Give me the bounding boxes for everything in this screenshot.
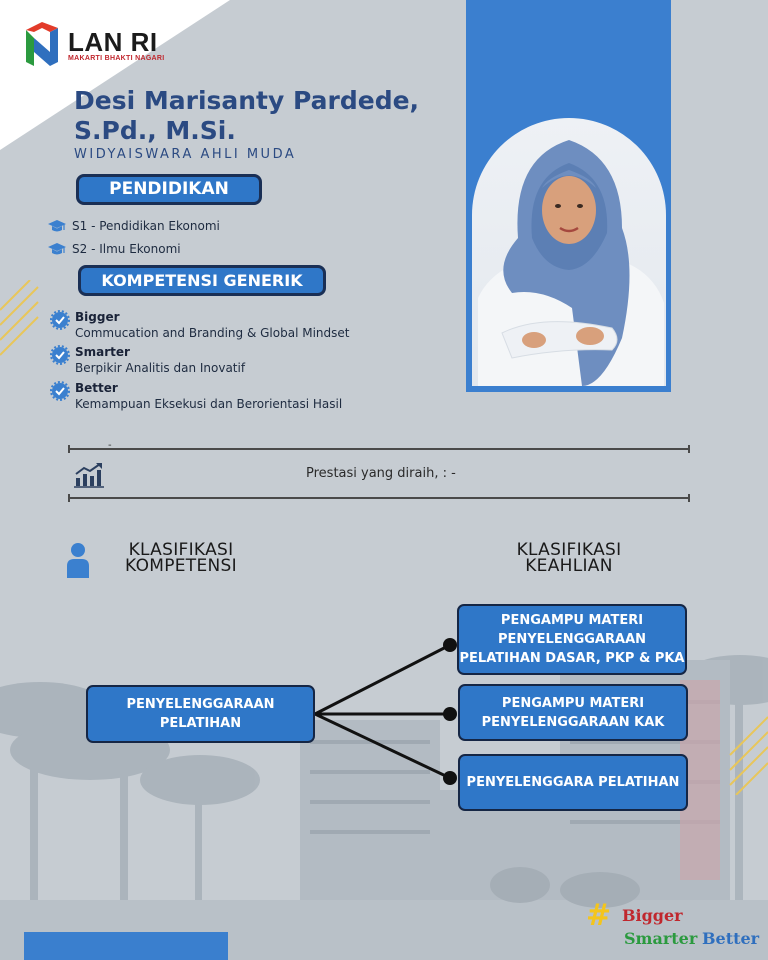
gear-badge-icon <box>50 310 70 330</box>
prestasi-dash: - <box>108 440 112 451</box>
competency-title: Better <box>75 381 118 395</box>
logo-title: LAN RI <box>68 26 158 57</box>
graduation-cap-icon <box>48 219 66 233</box>
competency-desc: Kemampuan Eksekusi dan Berorientasi Hasil <box>75 397 343 411</box>
lan-logo-icon <box>22 22 62 68</box>
tagline-hash: # <box>586 898 612 933</box>
education-label: S1 - Pendidikan Ekonomi <box>72 219 220 233</box>
bottom-accent-bar <box>24 932 228 960</box>
competency-title: Smarter <box>75 345 130 359</box>
tagline-smarter: Smarter <box>624 929 698 948</box>
lan-ri-logo <box>22 22 165 68</box>
education-item-s2 <box>48 242 181 256</box>
divider-top <box>68 448 690 450</box>
keahlian-box-1-line1: PENGAMPU MATERI <box>500 613 644 628</box>
keahlian-box-2-line1: PENGAMPU MATERI <box>501 695 645 711</box>
decorative-stripes-right <box>722 715 768 795</box>
klasifikasi-keahlian-line1: KLASIFIKASI <box>516 540 622 560</box>
gear-badge-icon <box>50 381 70 401</box>
competency-item-smarter <box>50 345 245 377</box>
tagline-better: Better <box>702 929 760 948</box>
keahlian-box-3-line1: PENYELENGGARA PELATIHAN <box>466 775 680 790</box>
chart-growth-icon <box>74 462 104 488</box>
keahlian-box-2 <box>458 684 688 741</box>
klasifikasi-kompetensi-line2: KOMPETENSI <box>125 556 237 576</box>
keahlian-box-1-line3: PELATIHAN DASAR, PKP & PKA <box>459 651 685 666</box>
competency-item-bigger <box>50 310 349 342</box>
pendidikan-heading: PENDIDIKAN <box>76 174 262 205</box>
education-item-s1 <box>48 219 220 233</box>
divider-bottom <box>68 497 690 499</box>
competency-item-better <box>50 381 342 413</box>
profile-photo <box>472 118 666 386</box>
education-label: S2 - Ilmu Ekonomi <box>72 242 181 256</box>
gear-badge-icon <box>50 345 70 365</box>
klasifikasi-kompetensi-title <box>118 542 244 574</box>
competency-title: Bigger <box>75 310 120 324</box>
profile-name <box>74 86 454 146</box>
kompetensi-box <box>86 685 315 743</box>
kompetensi-box-line1: PENYELENGGARAAN <box>126 697 275 712</box>
tagline-bigger: Bigger <box>622 906 683 925</box>
name-line2: S.Pd., M.Si. <box>74 116 236 145</box>
prestasi-text: Prestasi yang diraih, : - <box>306 466 456 481</box>
competency-desc: Berpikir Analitis dan Inovatif <box>75 361 246 375</box>
person-portrait-icon <box>472 118 666 386</box>
kompetensi-box-line2: PELATIHAN <box>159 716 242 731</box>
logo-subtitle: MAKARTI BHAKTI NAGARI <box>68 54 165 62</box>
kompetensi-heading: KOMPETENSI GENERIK <box>78 265 326 296</box>
name-line1: Desi Marisanty Pardede, <box>74 86 420 115</box>
klasifikasi-kompetensi-line1: KLASIFIKASI <box>128 540 234 560</box>
profile-role: WIDYAISWARA AHLI MUDA <box>74 147 297 162</box>
keahlian-box-3 <box>458 754 688 811</box>
keahlian-box-1-line2: PENYELENGGARAAN <box>497 632 647 647</box>
decorative-stripes-left <box>0 280 40 360</box>
keahlian-box-2-line2: PENYELENGGARAAN KAK <box>481 714 665 730</box>
klasifikasi-keahlian-title <box>505 542 633 574</box>
graduation-cap-icon <box>48 242 66 256</box>
keahlian-box-1 <box>457 604 687 675</box>
connector-lines <box>310 630 470 790</box>
klasifikasi-keahlian-line2: KEAHLIAN <box>525 556 613 576</box>
competency-desc: Commucation and Branding & Global Mindset <box>75 326 350 340</box>
person-icon <box>66 542 90 578</box>
